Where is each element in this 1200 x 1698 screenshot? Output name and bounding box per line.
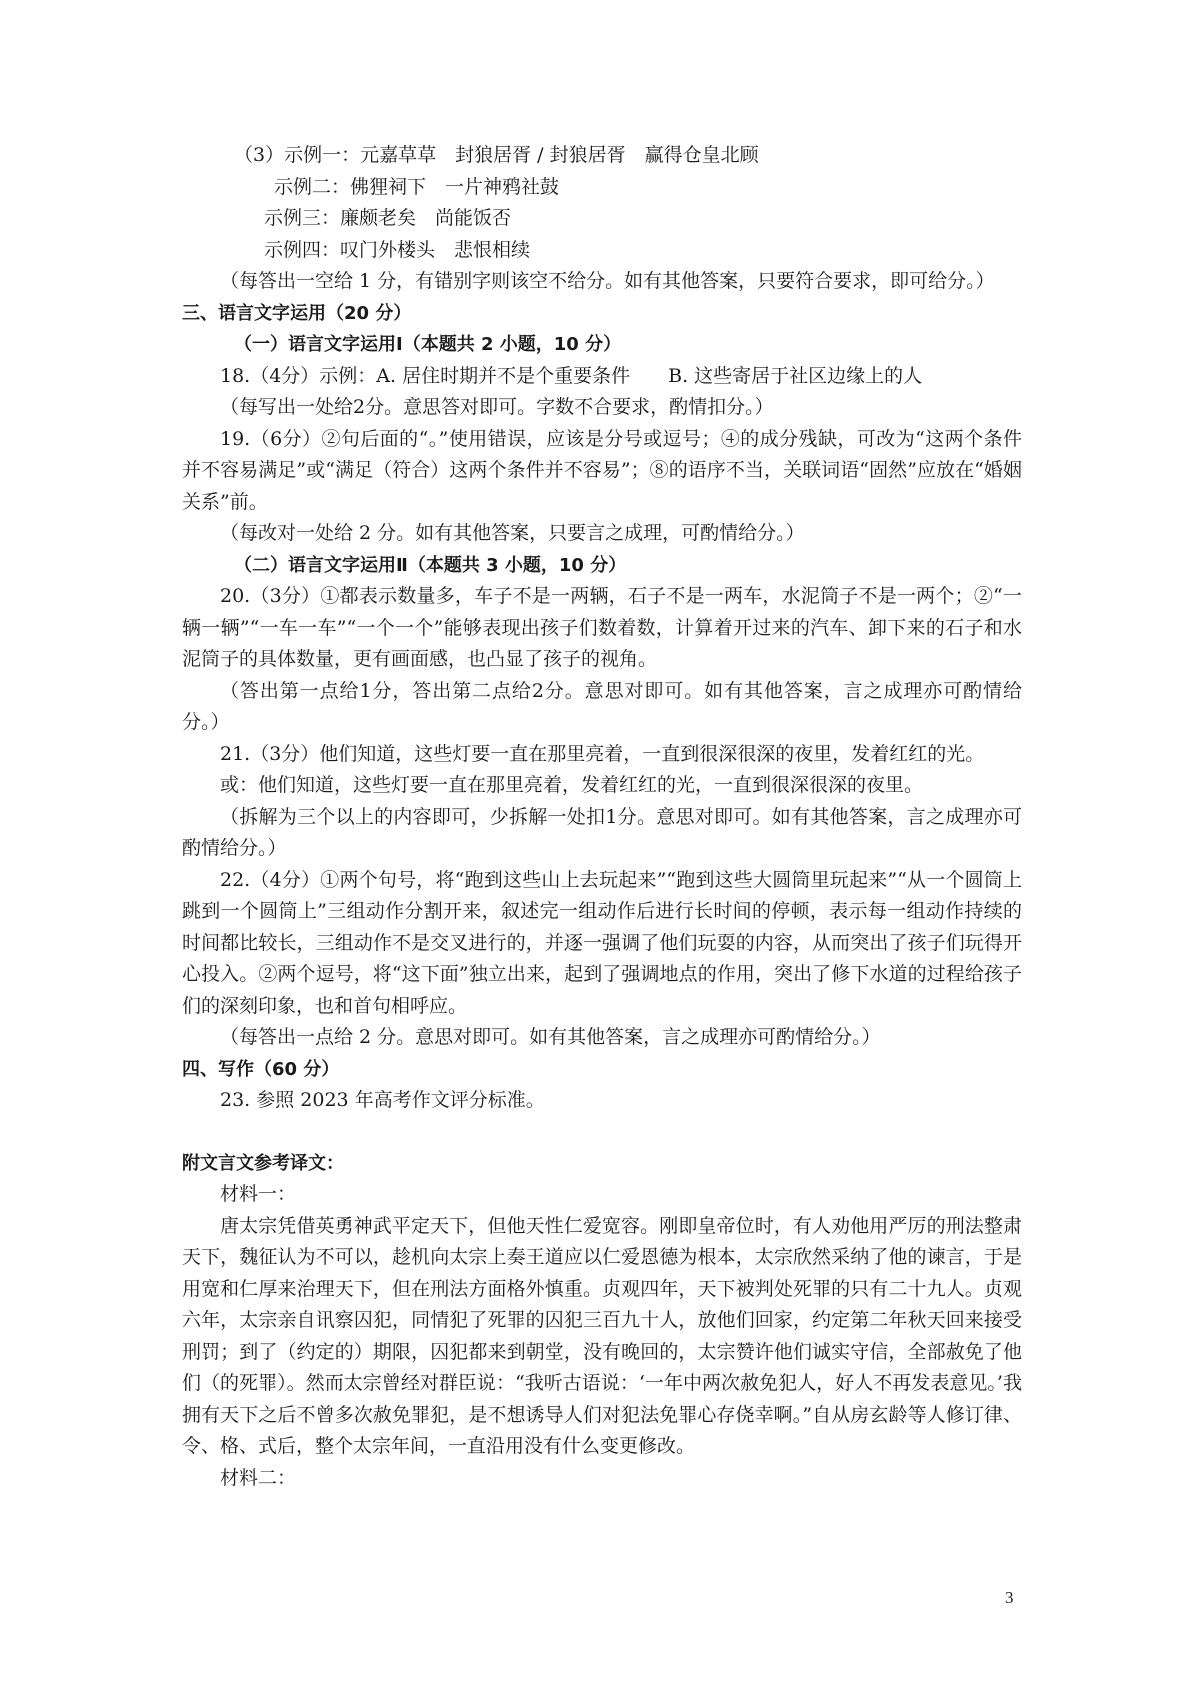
q3-example-3: 示例三：廉颇老矣 尚能饭否 [264,207,512,229]
q3-example-2: 示例二：佛狸祠下 一片神鸦社鼓 [274,175,560,198]
q21-alternative-answer: 或：他们知道，这些灯要一直在那里亮着，发着红红的光，一直到很深很深的夜里。 [220,774,924,796]
q23-answer: 23. 参照 2023 年高考作文评分标准。 [220,1089,545,1111]
material-1-text: 唐太宗凭借英勇神武平定天下，但他天性仁爱宽容。刚即皇帝位时，有人劝他用严厉的刑法整肃天下，魏征认为不可以，趁机向太宗上奏王道应以仁爱恩德为根本，太宗欣然采纳了他的谏言，于是用宽和仁厚来治理天下，但在刑法方面格外慎重。贞观四年，天下被判处死罪的只有二十九人。贞观六年，太宗亲自讯察囚犯，同情犯了死罪的囚犯三百九十人，放他们回家，约定第二年秋天回来接受刑罚；到了（约定的）期限，囚犯都来到朝堂，没有晚回的，太宗赞许他们诚实守信，全部赦免了他们（的死罪）。然而太宗曾经对群臣说：“我听古语说：‘一年中两次赦免犯人，好人不再发表意见。’我拥有天下之后不曾多次赦免罪犯，是不想诱导人们对犯法免罪心存侥幸啊。”自从房玄龄等人修订律、令、格、式后，整个太宗年间，一直沿用没有什么变更修改。 [182,1214,1022,1457]
q20-scoring-note: （答出第一点给1分，答出第二点给2分。意思对即可。如有其他答案，言之成理亦可酌情给分。） [182,679,1022,733]
spacer [182,1117,1022,1148]
q21-answer: 21.（3分）他们知道，这些灯要一直在那里亮着，一直到很深很深的夜里，发着红红的光。 [220,742,985,765]
q22-answer: 22.（4分）①两个句号，将“跑到这些山上去玩起来”“跑到这些大圆筒里玩起来”“从一个圆筒上跳到一个圆筒上”三组动作分割开来，叙述完一组动作后进行长时间的停顿，表示每一组动作持续的时间都比较长，三组动作不是交叉进行的，并逐一强调了他们玩耍的内容，从而突出了孩子们玩得开心投入。②两个逗号，将“这下面”独立出来，起到了强调地点的作用，突出了修下水道的过程给孩子们的深刻印象，也和首句相呼应。 [182,868,1022,1017]
q3-example-4: 示例四：叹门外楼头 悲恨相续 [264,238,531,261]
subsection-1-title: （一）语言文字运用Ⅰ（本题共 2 小题，10 分） [234,334,622,355]
material-2-label: 材料二： [220,1466,297,1489]
q18-answer: 18.（4分）示例：A. 居住时期并不是个重要条件 B. 这些寄居于社区边缘上的人 [220,364,923,387]
section-4-title: 四、写作（60 分） [182,1058,340,1080]
section-3-title: 三、语言文字运用（20 分） [182,302,412,324]
material-1-label: 材料一： [220,1183,297,1205]
q19-answer: 19.（6分）②句后面的“。”使用错误，应该是分号或逗号；④的成分残缺，可改为“这两个条件并不容易满足”或“满足（符合）这两个条件并不容易”；⑧的语序不当，关联词语“固然”应放在“婚姻关系”前。 [182,427,1022,513]
q3-scoring-note: （每答出一空给 1 分，有错别字则该空不给分。如有其他答案，只要符合要求，即可给分。） [220,270,995,292]
q20-answer: 20.（3分）①都表示数量多，车子不是一两辆，石子不是一两车，水泥筒子不是一两个；②“一辆一辆”“一车一车”“一个一个”能够表现出孩子们数着数，计算着开过来的汽车、卸下来的石子和水泥筒子的具体数量，更有画面感，也凸显了孩子的视角。 [182,585,1022,670]
q3-example-1: （3）示例一：元嘉草草 封狼居胥 / 封狼居胥 赢得仓皇北顾 [234,144,759,166]
translation-title: 附文言文参考译文： [182,1152,344,1174]
q19-scoring-note: （每改对一处给 2 分。如有其他答案，只要言之成理，可酌情给分。） [220,522,805,544]
q18-scoring-note: （每写出一处给2分。意思答对即可。字数不合要求，酌情扣分。） [220,396,774,418]
subsection-2-title: （二）语言文字运用Ⅱ（本题共 3 小题，10 分） [234,554,627,576]
q21-scoring-note: （拆解为三个以上的内容即可，少拆解一处扣1分。意思对即可。如有其他答案，言之成理亦可酌情给分。） [182,805,1022,859]
q22-scoring-note: （每答出一点给 2 分。意思对即可。如有其他答案，言之成理亦可酌情给分。） [220,1026,881,1048]
answer-page [182,140,1022,1494]
page-number: 3 [1005,1588,1014,1607]
